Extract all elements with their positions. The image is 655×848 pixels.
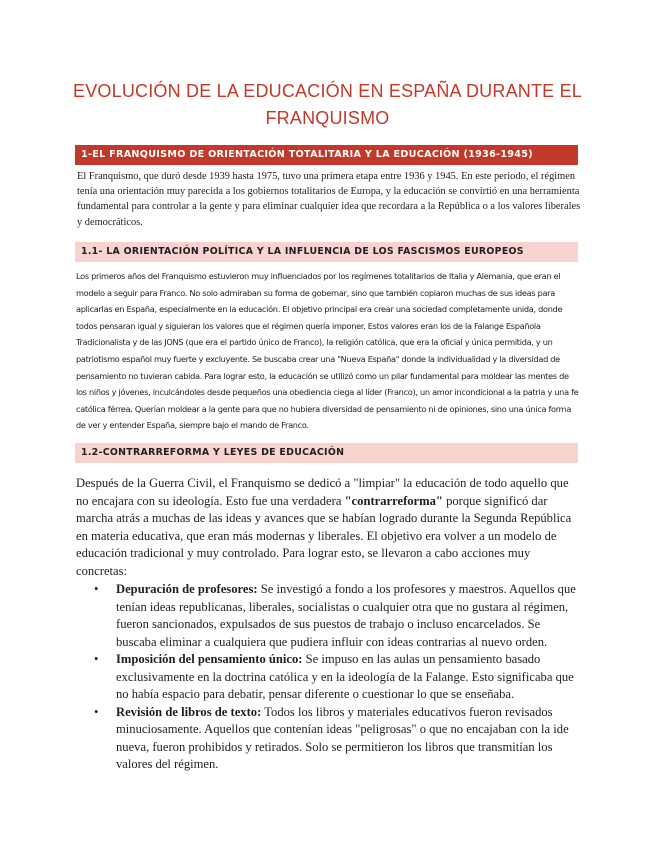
measures-list [92,581,580,774]
bullet-icon: • [94,582,99,596]
document-title: EVOLUCIÓN DE LA EDUCACIÓN EN ESPAÑA DURANTE EL FRANQUISMO [73,81,582,128]
section-1-paragraph: El Franquismo, que duró desde 1939 hasta 1975, tuvo una primera etapa entre 1936 y 1945. En este periodo, el régimen tenía una orientación muy parecida a los gobiernos totalitarios de Europa, y la educación se convirtió en una herramienta fundamental para controlar a la gente y para eliminar cualquier idea que recordara a la República o a los valores liberales y democráticos. [77,171,581,228]
section-1-1-heading: 1.1- LA ORIENTACIÓN POLÍTICA Y LA INFLUENCIA DE LOS FASCISMOS EUROPEOS [75,242,578,262]
bullet-icon: • [94,704,99,719]
intro-text-after: porque significó dar marcha atrás a muchas de las ideas y avances que se habían logrado durante la Segunda República en materia educativa, que eran más modernas y liberales. El objetivo era volver a un modelo de educación tradicional y muy controlado. Para lograr esto, se llevaron a cabo acciones muy concretas: [76,493,572,578]
list-item-text: Se impuso en las aulas un pensamiento basado exclusivamente en la doctrina católica y en la ideología de la Falange. Esto significaba que no había espacio para debatir, pensar diferente o cuestionar lo que se enseñaba. [116,652,574,701]
list-item [92,704,580,774]
section-1-2-heading: 1.2-CONTRARREFORMA Y LEYES DE EDUCACIÓN [75,443,578,463]
section-1-heading: 1-EL FRANQUISMO DE ORIENTACIÓN TOTALITARIA Y LA EDUCACIÓN (1936-1945) [75,145,578,165]
section-1-1-paragraph: Los primeros años del Franquismo estuvieron muy influenciados por los regímenes totalitarios de Italia y Alemania, que eran el modelo a seguir para Franco. No solo admiraban su forma de gobernar, sino que también copiaron muchas de sus ideas para aplicarlas en España, especialmente en la educación. El objetivo principal era crear una sociedad completamente unida, donde todos pensaran igual y siguieran los valores que el régimen quería imponer. Estos valores eran los de la Falange Española Tradicionalista y de las JONS (que era el partido único de Franco), la religión católica, que era la oficial y única permitida, y un patriotismo español muy fuerte y excluyente. Se buscaba crear una "Nueva España" donde la individualidad y la diversidad de pensamiento no tuvieran cabida. Para lograr esto, la educación se utilizó como un pilar fundamental para moldear las mentes de los niños y jóvenes, inculcándoles desde pequeños una obediencia ciega al líder (Franco), un amor incondicional a la patria y una fe católica férrea. Querían moldear a la gente para que no hubiera diversidad de pensamiento ni de opiniones, sino una única forma de ver y entender España, siempre bajo el mando de Franco. [76,271,579,431]
list-item-label: Revisión de libros de texto: [116,704,262,719]
intro-text-before: Después de la Guerra Civil, el Franquismo se dedicó a "limpiar" la educación de todo aquello que no encajara con su ideología. Esto fue una verdadera [76,476,569,508]
list-item-label: Imposición del pensamiento único: [116,652,303,666]
section-1-2-intro [76,475,576,580]
bullet-icon: • [94,652,99,666]
intro-bold-term: "contrarreforma" [344,493,443,508]
list-item-text: Se investigó a fondo a los profesores y maestros. Aquellos que tenían ideas republicanas, liberales, socialistas o cualquier otra que no gustara al régimen, fueron sancionados, expulsados de sus puestos de trabajo o incluso encarcelados. Se buscaba eliminar a cualquiera que pudiera influir con ideas contrarias al nuevo orden. [116,582,576,649]
list-item [92,581,580,651]
list-item-label: Depuración de profesores: [116,582,258,596]
list-item-text: Todos los libros y materiales educativos fueron revisados minuciosamente. Aquellos que contenían ideas "peligrosas" o que no encajaban con la ide nueva, fueron prohibidos y retirados. Solo se permitieron los libros que transmitían los valores del régimen. [116,704,569,771]
list-item [92,651,580,704]
